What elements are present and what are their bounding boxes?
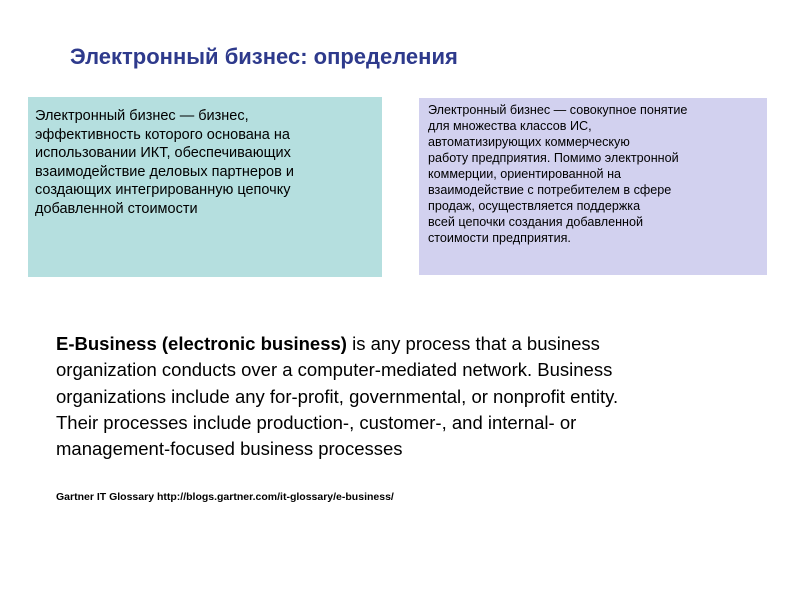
english-definition-line (56, 331, 746, 357)
english-definition-line: management-focused business processes (56, 438, 403, 460)
english-definition-line: Their processes include production-, customer-, and internal- or (56, 411, 577, 433)
definition-right-line: Электронный бизнес — совокупное понятие (428, 103, 688, 117)
definition-right-line: всей цепочки создания добавленной (428, 215, 644, 229)
definition-right-text (428, 102, 759, 246)
definition-left-line: добавленной стоимости (35, 200, 198, 217)
definition-right-line: взаимодействие с потребителем в сфере (428, 183, 672, 197)
english-definition (56, 331, 746, 462)
definition-left-line: эффективность которого основана на (35, 126, 290, 143)
definition-box-left (28, 97, 382, 277)
definition-right-line: продаж, осуществляется поддержка (428, 199, 641, 213)
source-citation: Gartner IT Glossary http://blogs.gartner.com/it-glossary/e-business/ (56, 491, 394, 503)
definition-right-line: коммерции, ориентированной на (428, 167, 622, 181)
definition-right-line: стоимости предприятия. (428, 231, 571, 245)
definition-left-text (35, 107, 374, 218)
definition-right-line: работу предприятия. Помимо электронной (428, 151, 679, 165)
definition-box-right (419, 98, 767, 275)
definition-left-line: использовании ИКТ, обеспечивающих (35, 145, 291, 161)
definition-right-line: автоматизирующих коммерческую (428, 135, 630, 149)
definition-right-line: для множества классов ИС, (428, 119, 592, 133)
english-definition-line: organization conducts over a computer-mediated network. Business (56, 359, 613, 381)
english-definition-term: E-Business (electronic business) (56, 333, 347, 354)
definition-left-line: взаимодействие деловых партнеров и (35, 163, 294, 180)
slide-title: Электронный бизнес: определения (70, 44, 458, 69)
english-definition-line: organizations include any for-profit, governmental, or nonprofit entity. (56, 385, 619, 407)
english-definition-line1-rest: is any process that a business (346, 333, 600, 354)
definition-left-line: создающих интегрированную цепочку (35, 182, 291, 198)
definition-left-line: Электронный бизнес — бизнес, (35, 108, 249, 124)
